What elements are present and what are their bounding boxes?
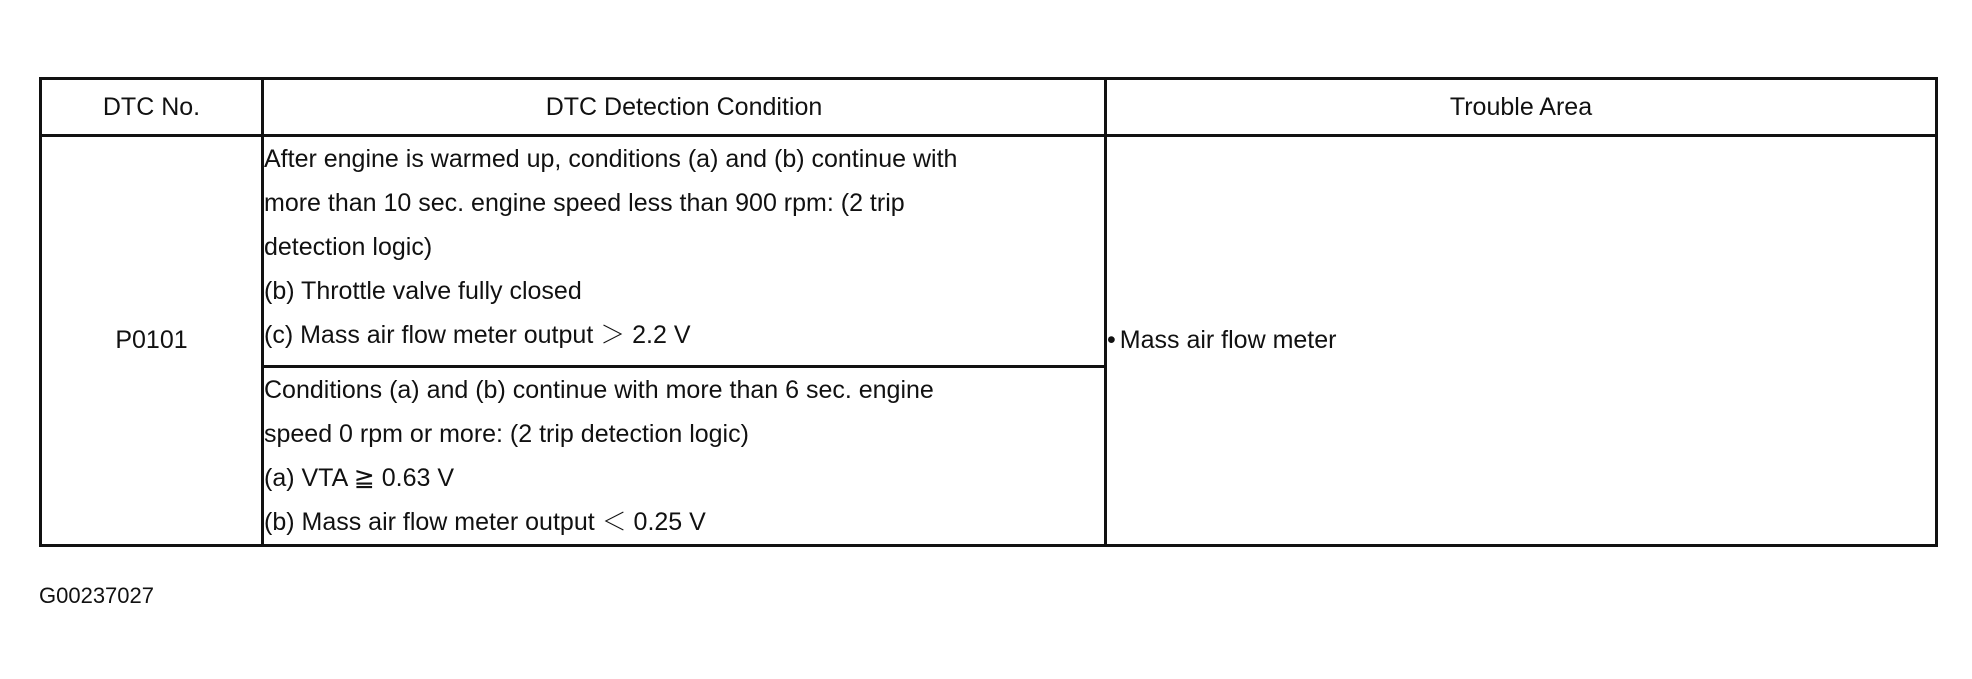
condition-line: Conditions (a) and (b) continue with more than 6 sec. engine — [264, 376, 934, 404]
trouble-area-cell — [1106, 136, 1937, 546]
condition-block-2 — [263, 367, 1106, 546]
condition-line: more than 10 sec. engine speed less than 900 rpm: (2 trip — [264, 189, 905, 217]
condition-line: After engine is warmed up, conditions (a) and (b) continue with — [264, 145, 958, 173]
header-row — [41, 79, 1937, 136]
condition-line: (b) Mass air flow meter output ＜ 0.25 V — [264, 508, 706, 536]
trouble-area-text: Mass air flow meter — [1119, 326, 1337, 354]
figure-id: G00237027 — [39, 583, 154, 608]
header-trouble-area: Trouble Area — [1106, 79, 1937, 136]
condition-line: (b) Throttle valve fully closed — [264, 277, 582, 305]
dtc-table — [39, 77, 1938, 547]
header-dtc-no: DTC No. — [41, 79, 263, 136]
condition-line: detection logic) — [264, 233, 433, 261]
header-detection-condition: DTC Detection Condition — [263, 79, 1106, 136]
bullet-icon: • — [1107, 326, 1116, 354]
dtc-code: P0101 — [41, 136, 263, 546]
table-row — [41, 136, 1937, 367]
condition-block-1 — [263, 136, 1106, 367]
condition-line: speed 0 rpm or more: (2 trip detection logic) — [264, 420, 749, 448]
condition-line: (c) Mass air flow meter output ＞ 2.2 V — [264, 321, 691, 349]
condition-line: (a) VTA ≧ 0.63 V — [264, 464, 455, 492]
